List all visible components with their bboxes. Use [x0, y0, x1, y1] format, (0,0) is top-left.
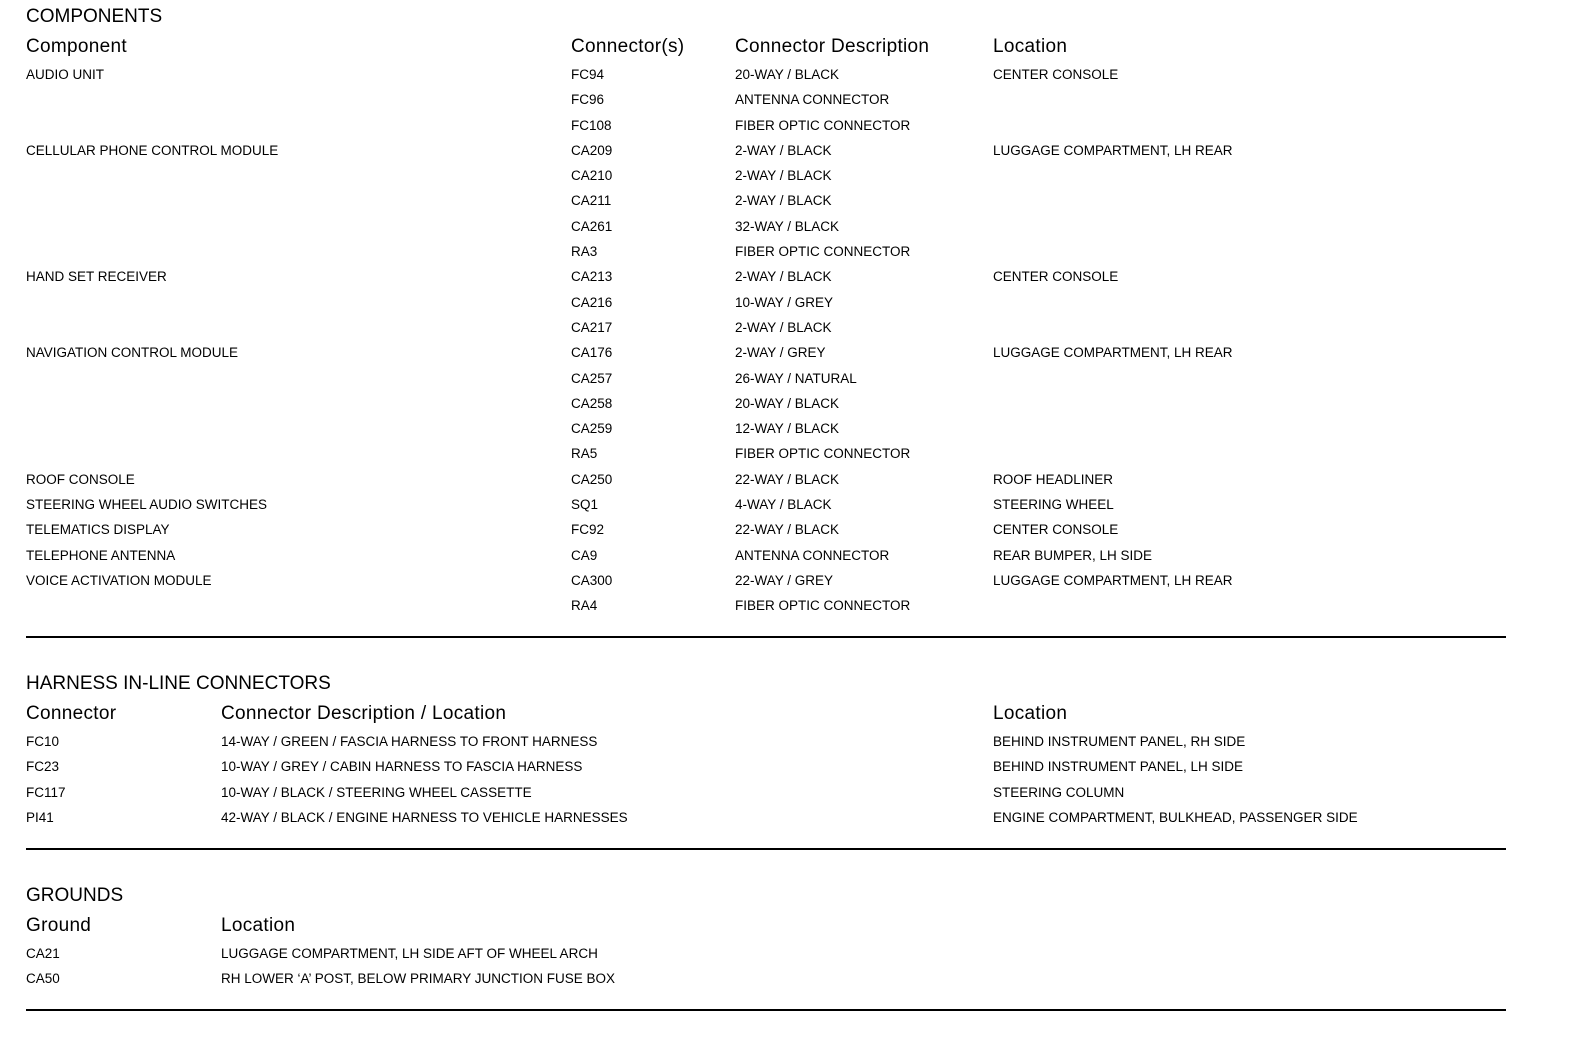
header-connector-description-location: Connector Description / Location [221, 703, 507, 724]
connector-id: CA176 [571, 345, 613, 361]
table-row [26, 367, 1506, 392]
table-row [26, 316, 1506, 341]
connector-id: FC23 [26, 759, 60, 775]
connector-description-location: 14-WAY / GREEN / FASCIA HARNESS TO FRONT HARNESS [221, 734, 598, 749]
connector-id: CA261 [571, 218, 613, 234]
grounds-divider [26, 1009, 1506, 1011]
location: LUGGAGE COMPARTMENT, LH REAR [993, 572, 1233, 588]
location: CENTER CONSOLE [993, 67, 1119, 82]
connector-description-location: 10-WAY / BLACK / STEERING WHEEL CASSETTE [221, 784, 532, 800]
component-name: CELLULAR PHONE CONTROL MODULE [26, 142, 279, 158]
table-row [26, 392, 1506, 417]
location: RH LOWER ‘A’ POST, BELOW PRIMARY JUNCTION FUSE BOX [221, 971, 616, 987]
connector-description: 2-WAY / GREY [735, 345, 826, 361]
components-header [26, 28, 1506, 60]
component-name: TELEMATICS DISPLAY [26, 522, 170, 538]
connector-id: FC117 [26, 784, 66, 800]
connector-description-location: 42-WAY / BLACK / ENGINE HARNESS TO VEHICLE HARNESSES [221, 809, 628, 825]
connector-description: 20-WAY / BLACK [735, 67, 840, 82]
connector-id: SQ1 [571, 497, 599, 513]
components-title: COMPONENTS [26, 6, 163, 27]
connector-description: 2-WAY / BLACK [735, 319, 832, 335]
grounds-title: GROUNDS [26, 885, 124, 906]
connector-description: FIBER OPTIC CONNECTOR [735, 598, 911, 614]
location: ENGINE COMPARTMENT, BULKHEAD, PASSENGER SIDE [993, 809, 1358, 825]
connector-id: CA259 [571, 421, 613, 437]
table-row [26, 240, 1506, 265]
grounds-header [26, 907, 1506, 939]
table-row [26, 291, 1506, 316]
table-row [26, 755, 1506, 780]
table-row [26, 942, 1506, 967]
connector-id: RA4 [571, 598, 598, 614]
connector-description: 2-WAY / BLACK [735, 269, 832, 285]
grounds-section [26, 885, 1506, 993]
components-table [26, 63, 1506, 620]
harness-header [26, 695, 1506, 727]
location: BEHIND INSTRUMENT PANEL, RH SIDE [993, 734, 1246, 749]
table-row [26, 88, 1506, 113]
connector-id: CA250 [571, 471, 613, 487]
connector-description: 32-WAY / BLACK [735, 218, 840, 234]
connector-description: FIBER OPTIC CONNECTOR [735, 446, 911, 462]
connector-description: FIBER OPTIC CONNECTOR [735, 244, 911, 260]
connector-id: CA209 [571, 142, 613, 158]
table-row [26, 189, 1506, 214]
connector-id: FC96 [571, 92, 605, 108]
connector-id: CA300 [571, 572, 613, 588]
connector-id: FC10 [26, 734, 60, 749]
header-component: Component [26, 36, 127, 57]
ground-id: CA21 [26, 946, 60, 961]
connector-description: ANTENNA CONNECTOR [735, 92, 890, 108]
location: CENTER CONSOLE [993, 269, 1119, 285]
header-location: Location [993, 36, 1068, 57]
table-row [26, 215, 1506, 240]
component-name: VOICE ACTIVATION MODULE [26, 572, 212, 588]
table-row [26, 468, 1506, 493]
location: REAR BUMPER, LH SIDE [993, 547, 1153, 563]
table-row [26, 442, 1506, 467]
location: CENTER CONSOLE [993, 522, 1119, 538]
connector-description: 2-WAY / BLACK [735, 142, 832, 158]
table-row [26, 63, 1506, 88]
header-ground: Ground [26, 915, 92, 936]
connector-id: PI41 [26, 809, 54, 825]
component-name: TELEPHONE ANTENNA [26, 547, 176, 563]
connector-id: FC92 [571, 522, 605, 538]
grounds-table [26, 942, 1506, 993]
connector-id: CA9 [571, 547, 598, 563]
location: LUGGAGE COMPARTMENT, LH SIDE AFT OF WHEEL ARCH [221, 946, 598, 961]
location: LUGGAGE COMPARTMENT, LH REAR [993, 345, 1233, 361]
table-row [26, 806, 1506, 831]
table-row [26, 569, 1506, 594]
connector-id: FC94 [571, 67, 605, 82]
harness-section [26, 673, 1506, 831]
connector-description: 10-WAY / GREY [735, 294, 834, 310]
table-row [26, 967, 1506, 992]
connector-id: FC108 [571, 117, 612, 133]
table-row [26, 781, 1506, 806]
component-name: STEERING WHEEL AUDIO SWITCHES [26, 497, 268, 513]
connector-description: 20-WAY / BLACK [735, 395, 840, 411]
header-connectors: Connector(s) [571, 36, 685, 57]
connector-id: RA5 [571, 446, 598, 462]
ground-id: CA50 [26, 971, 60, 987]
connector-description: 26-WAY / NATURAL [735, 370, 857, 386]
table-row [26, 518, 1506, 543]
table-row [26, 730, 1506, 755]
connector-description: ANTENNA CONNECTOR [735, 547, 890, 563]
location: STEERING WHEEL [993, 497, 1114, 513]
location: ROOF HEADLINER [993, 471, 1114, 487]
table-row [26, 544, 1506, 569]
header-location: Location [221, 915, 296, 936]
harness-title: HARNESS IN-LINE CONNECTORS [26, 673, 331, 694]
connector-description: 2-WAY / BLACK [735, 168, 832, 184]
component-name: HAND SET RECEIVER [26, 269, 167, 285]
connector-description: 4-WAY / BLACK [735, 497, 832, 513]
table-row [26, 139, 1506, 164]
connector-id: CA210 [571, 168, 613, 184]
table-row [26, 417, 1506, 442]
connector-description: 22-WAY / BLACK [735, 522, 840, 538]
connector-description: 2-WAY / BLACK [735, 193, 832, 209]
component-name: ROOF CONSOLE [26, 471, 135, 487]
table-row [26, 594, 1506, 619]
connector-id: RA3 [571, 244, 598, 260]
harness-table [26, 730, 1506, 831]
table-row [26, 493, 1506, 518]
connector-id: CA217 [571, 319, 613, 335]
connector-description: FIBER OPTIC CONNECTOR [735, 117, 911, 133]
connector-description: 22-WAY / GREY [735, 572, 834, 588]
table-row [26, 341, 1506, 366]
connector-description: 12-WAY / BLACK [735, 421, 840, 437]
table-row [26, 265, 1506, 290]
connector-id: CA211 [571, 193, 612, 209]
header-connector-description: Connector Description [735, 36, 930, 57]
components-section [26, 6, 1506, 620]
header-connector: Connector [26, 703, 117, 724]
location: STEERING COLUMN [993, 784, 1125, 800]
connector-id: CA258 [571, 395, 613, 411]
harness-divider [26, 848, 1506, 850]
connector-description: 22-WAY / BLACK [735, 471, 840, 487]
component-name: NAVIGATION CONTROL MODULE [26, 345, 239, 361]
table-row [26, 164, 1506, 189]
connector-id: CA216 [571, 294, 613, 310]
header-location: Location [993, 703, 1068, 724]
component-name: AUDIO UNIT [26, 67, 105, 82]
connector-description-location: 10-WAY / GREY / CABIN HARNESS TO FASCIA HARNESS [221, 759, 583, 775]
location: BEHIND INSTRUMENT PANEL, LH SIDE [993, 759, 1244, 775]
components-divider [26, 636, 1506, 638]
location: LUGGAGE COMPARTMENT, LH REAR [993, 142, 1233, 158]
connector-id: CA257 [571, 370, 613, 386]
table-row [26, 114, 1506, 139]
connector-id: CA213 [571, 269, 613, 285]
